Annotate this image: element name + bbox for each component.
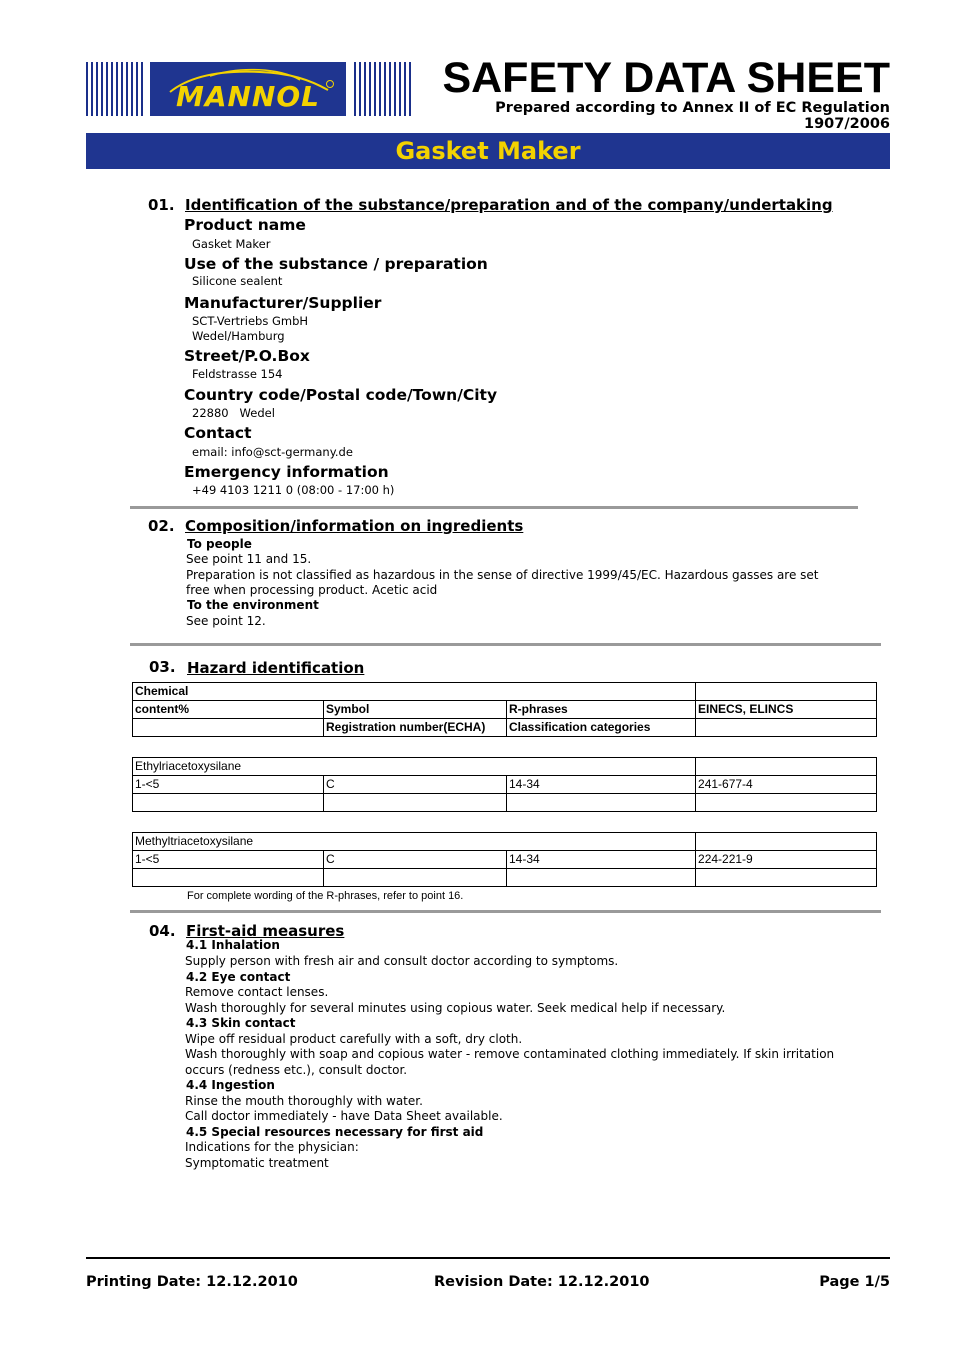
table-cell: [696, 758, 877, 776]
table-row: [133, 869, 877, 887]
table-row: [133, 758, 877, 776]
table-row: [133, 794, 877, 812]
table-cell: [133, 794, 324, 812]
table-cell: [696, 794, 877, 812]
body-line: Indications for the physician:: [185, 1140, 359, 1154]
substance-rphrases: 14-34: [507, 851, 696, 869]
body-line: Wash thoroughly with soap and copious water - remove contaminated clothing immediately. If skin irritation: [185, 1047, 835, 1061]
table-row: [133, 851, 877, 869]
field-label: Product name: [184, 216, 306, 234]
table-row: [133, 776, 877, 794]
section-02-title: Composition/information on ingredients: [185, 517, 524, 535]
body-line: Preparation is not classified as hazardous in the sense of directive 1999/45/EC. Hazardous gasses are set: [186, 568, 819, 582]
page-number: Page 1/5: [819, 1274, 890, 1290]
hazard-header-table: [132, 682, 877, 737]
field-value: SCT-Vertriebs GmbH: [192, 314, 309, 328]
subsection-heading: 4.5 Special resources necessary for first aid: [186, 1125, 484, 1139]
field-value: Gasket Maker: [192, 237, 271, 251]
substance-name: Methyltriacetoxysilane: [133, 833, 696, 851]
table-row: [133, 833, 877, 851]
body-line: Remove contact lenses.: [185, 985, 329, 999]
field-value: +49 4103 1211 0 (08:00 - 17:00 h): [192, 483, 395, 497]
body-line: free when processing product. Acetic acid: [186, 583, 438, 597]
substance-symbol: C: [324, 851, 507, 869]
table-header-cell: Symbol: [324, 701, 507, 719]
table-cell: [507, 869, 696, 887]
body-line: Wash thoroughly for several minutes using copious water. Seek medical help if necessary.: [185, 1001, 726, 1015]
section-04-title: First-aid measures: [186, 922, 345, 940]
section-03-title: Hazard identification: [187, 659, 365, 677]
table-header-cell: EINECS, ELINCS: [696, 701, 877, 719]
document-subtitle: Prepared according to Annex II of EC Regulation 1907/2006: [495, 100, 890, 132]
field-value: 22880 Wedel: [192, 406, 275, 420]
table-cell: [507, 794, 696, 812]
field-value: Feldstrasse 154: [192, 367, 283, 381]
table-row: [133, 719, 877, 737]
substance-content: 1-<5: [133, 776, 324, 794]
field-value: email: info@sct-germany.de: [192, 445, 353, 459]
substance-symbol: C: [324, 776, 507, 794]
table-header-cell: content%: [133, 701, 324, 719]
section-04-number: 04.: [149, 922, 176, 940]
revision-date: Revision Date: 12.12.2010: [434, 1274, 650, 1290]
substance-name: Ethylriacetoxysilane: [133, 758, 696, 776]
section-02-number: 02.: [148, 517, 175, 535]
table-cell: [696, 869, 877, 887]
field-label: Manufacturer/Supplier: [184, 294, 382, 312]
table-cell: [324, 869, 507, 887]
subsection-heading: 4.1 Inhalation: [186, 938, 280, 952]
section-divider: [130, 643, 881, 646]
substance-einecs: 224-221-9: [696, 851, 877, 869]
body-line: Symptomatic treatment: [185, 1156, 329, 1170]
barcode-stripes-right: [354, 62, 411, 116]
substance-table: [132, 832, 877, 887]
field-value: Silicone sealent: [192, 274, 283, 288]
subsection-heading: 4.2 Eye contact: [186, 970, 291, 984]
barcode-stripes-left: [86, 62, 143, 116]
body-line: Rinse the mouth thoroughly with water.: [185, 1094, 423, 1108]
table-header-cell: [696, 683, 877, 701]
logo-text: MANNOL: [175, 80, 321, 113]
section-divider: [130, 910, 881, 913]
section-03-number: 03.: [149, 658, 176, 676]
substance-rphrases: 14-34: [507, 776, 696, 794]
body-line: See point 11 and 15.: [186, 552, 312, 566]
subsection-heading: To people: [187, 537, 252, 551]
table-header-cell: R-phrases: [507, 701, 696, 719]
table-cell: [324, 794, 507, 812]
table-cell: [133, 869, 324, 887]
substance-content: 1-<5: [133, 851, 324, 869]
section-01-title: Identification of the substance/preparation and of the company/undertaking: [185, 196, 833, 214]
field-label: Contact: [184, 424, 252, 442]
field-label: Use of the substance / preparation: [184, 255, 488, 273]
field-label: Country code/Postal code/Town/City: [184, 386, 498, 404]
subsection-heading: 4.3 Skin contact: [186, 1016, 296, 1030]
table-row: [133, 701, 877, 719]
field-label: Street/P.O.Box: [184, 347, 310, 365]
field-value: Wedel/Hamburg: [192, 329, 285, 343]
table-header-cell: Registration number(ECHA): [324, 719, 507, 737]
field-label: Emergency information: [184, 463, 389, 481]
table-header-cell: [696, 719, 877, 737]
table-header-cell: Chemical: [133, 683, 696, 701]
body-line: See point 12.: [186, 614, 266, 628]
body-line: Supply person with fresh air and consult doctor according to symptoms.: [185, 954, 619, 968]
table-cell: [696, 833, 877, 851]
subsection-heading: 4.4 Ingestion: [186, 1078, 275, 1092]
subsection-heading: To the environment: [187, 598, 319, 612]
section-01-number: 01.: [148, 196, 175, 214]
table-header-cell: [133, 719, 324, 737]
substance-table: [132, 757, 877, 812]
mannol-logo: [86, 62, 406, 116]
logo-box: [150, 62, 346, 116]
body-line: Call doctor immediately - have Data Sheet available.: [185, 1109, 503, 1123]
section-divider: [130, 506, 858, 509]
rphrases-note: For complete wording of the R-phrases, refer to point 16.: [187, 890, 464, 902]
document-title: SAFETY DATA SHEET: [442, 54, 890, 102]
table-row: [133, 683, 877, 701]
substance-einecs: 241-677-4: [696, 776, 877, 794]
footer-divider: [86, 1257, 890, 1259]
product-banner: Gasket Maker: [86, 133, 890, 169]
body-line: occurs (redness etc.), consult doctor.: [185, 1063, 408, 1077]
table-header-cell: Classification categories: [507, 719, 696, 737]
printing-date: Printing Date: 12.12.2010: [86, 1274, 298, 1290]
registered-mark-icon: [326, 80, 334, 88]
body-line: Wipe off residual product carefully with a soft, dry cloth.: [185, 1032, 523, 1046]
